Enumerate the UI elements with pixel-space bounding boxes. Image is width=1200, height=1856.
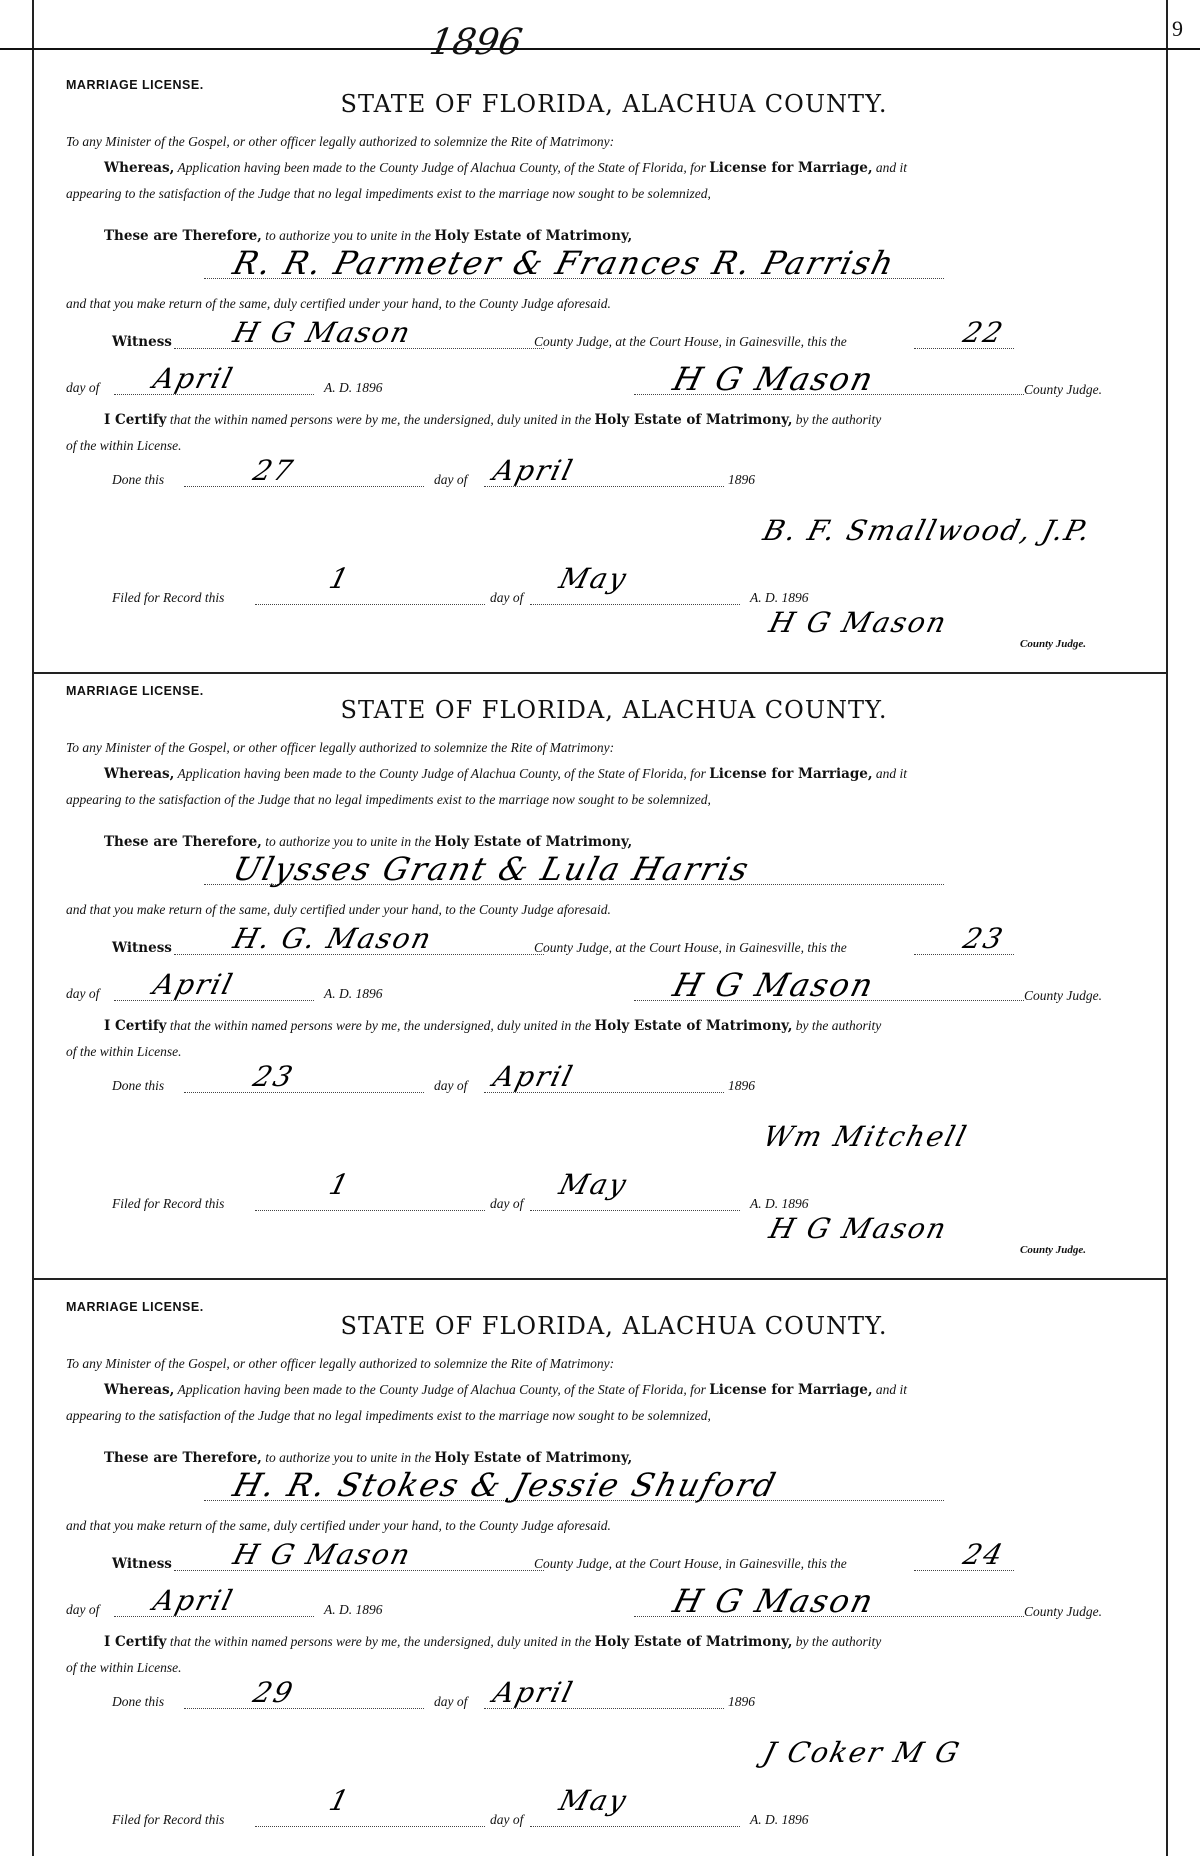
county-judge-court-text: County Judge, at the Court House, in Gainesville, this the: [534, 1556, 847, 1571]
marriage-license-2: [34, 606, 1164, 1206]
done-day-of-label: day of: [434, 472, 468, 487]
state-title: STATE OF FLORIDA, ALACHUA COUNTY.: [340, 1312, 888, 1340]
done-year-digit: 6: [748, 1078, 755, 1093]
whereas-text: Application having been made to the County Judge of Alachua County, of the State of Florida, for: [174, 1382, 710, 1397]
issue-year-digit: 6: [375, 986, 383, 1001]
whereas-end: and it: [872, 1382, 908, 1397]
i-certify: I Certify: [104, 1634, 167, 1650]
filed-day: 1: [325, 1784, 354, 1817]
minister-line: To any Minister of the Gospel, or other officer legally authorized to solemnize the Rite of Matrimony:: [66, 740, 615, 755]
county-judge-label: County Judge.: [1024, 1604, 1102, 1619]
judge-signature: H G Mason: [669, 360, 879, 398]
ad-label: A. D. 189: [324, 1602, 376, 1617]
county-judge-small-label: County Judge.: [1020, 1244, 1087, 1256]
authorize-text: to authorize you to unite in the: [261, 834, 435, 849]
filed-for-record-label: Filed for Record this: [112, 1196, 225, 1211]
these-are-therefore: These are Therefore,: [104, 834, 262, 850]
witness-label: Witness: [112, 1556, 172, 1572]
within-license-line: of the within License.: [66, 438, 182, 453]
done-this-label: Done this: [112, 472, 165, 487]
done-year-digit: 6: [748, 472, 755, 487]
these-are-therefore-line: [104, 1450, 632, 1466]
minister-line: To any Minister of the Gospel, or other officer legally authorized to solemnize the Rite of Matrimony:: [66, 1356, 615, 1371]
certify-text: that the within named persons were by me, the undersigned, duly united in the: [166, 1634, 595, 1649]
license-for-marriage: License for Marriage,: [709, 160, 873, 176]
within-license-line: of the within License.: [66, 1044, 182, 1059]
by-authority: by the authority: [792, 1018, 882, 1033]
done-day: 23: [249, 1060, 298, 1093]
filed-judge-signature: H G Mason: [765, 606, 952, 639]
i-certify: I Certify: [104, 1018, 167, 1034]
party-names: Ulysses Grant & Lula Harris: [229, 850, 755, 888]
officiant-signature: Wm Mitchell: [759, 1120, 972, 1153]
officiant-signature: B. F. Smallwood, J.P.: [759, 514, 1096, 547]
day-of-label: day of: [66, 986, 100, 1001]
officiant-signature: J Coker M G: [759, 1736, 965, 1769]
filed-year: [750, 1196, 809, 1212]
whereas-word: Whereas,: [104, 1382, 175, 1398]
county-judge-court-text: County Judge, at the Court House, in Gainesville, this the: [534, 334, 847, 349]
holy-estate: Holy Estate of Matrimony,: [434, 1450, 633, 1466]
done-year-digit: 6: [748, 1694, 755, 1709]
issue-year: [324, 1602, 383, 1618]
done-year-prefix: 189: [728, 1078, 749, 1093]
day-of-label: day of: [66, 380, 100, 395]
page-number: 9: [1172, 16, 1183, 41]
appearing-line: appearing to the satisfaction of the Judge that no legal impediments exist to the marriage now sought to be solemnized,: [66, 792, 711, 807]
done-day-line: [184, 1092, 424, 1093]
ad-label: A. D. 189: [324, 986, 376, 1001]
state-title: STATE OF FLORIDA, ALACHUA COUNTY.: [340, 90, 888, 118]
filed-day: 1: [325, 562, 354, 595]
return-line: and that you make return of the same, duly certified under your hand, to the County Judge aforesaid.: [66, 1518, 611, 1533]
filed-ad-label: A. D. 189: [750, 590, 802, 605]
done-year-prefix: 189: [728, 472, 749, 487]
holy-estate: Holy Estate of Matrimony,: [434, 228, 633, 244]
filed-year: [750, 590, 809, 606]
done-day: 27: [249, 454, 298, 487]
marriage-license-1: [34, 0, 1164, 600]
filed-day-of-label: day of: [490, 1812, 524, 1827]
filed-month-line: [530, 1210, 740, 1211]
done-year-prefix: 189: [728, 1694, 749, 1709]
filed-day-of-label: day of: [490, 1196, 524, 1211]
county-judge-label: County Judge.: [1024, 382, 1102, 397]
done-year: [728, 1694, 755, 1710]
witness-label: Witness: [112, 334, 172, 350]
marriage-license-label: MARRIAGE LICENSE.: [66, 78, 204, 92]
witness-judge-name: H. G. Mason: [229, 922, 437, 955]
license-for-marriage: License for Marriage,: [709, 1382, 873, 1398]
whereas-text: Application having been made to the County Judge of Alachua County, of the State of Florida, for: [174, 766, 710, 781]
marriage-license-3: [34, 1222, 1164, 1822]
filed-month: May: [555, 1168, 632, 1201]
whereas-text: Application having been made to the County Judge of Alachua County, of the State of Florida, for: [174, 160, 710, 175]
whereas-end: and it: [872, 160, 908, 175]
issue-day: 24: [959, 1538, 1008, 1571]
issue-day: 22: [959, 316, 1008, 349]
issue-day: 23: [959, 922, 1008, 955]
witness-judge-name: H G Mason: [229, 1538, 416, 1571]
holy-estate: Holy Estate of Matrimony,: [434, 834, 633, 850]
county-judge-court-text: County Judge, at the Court House, in Gainesville, this the: [534, 940, 847, 955]
whereas-word: Whereas,: [104, 766, 175, 782]
holy-estate: Holy Estate of Matrimony,: [594, 412, 793, 428]
whereas-end: and it: [872, 766, 908, 781]
issue-month: April: [149, 362, 238, 395]
filed-year-digit: 6: [801, 1812, 809, 1827]
page-year-handwritten: 1896: [426, 22, 526, 63]
whereas-line: [104, 1382, 907, 1398]
whereas-line: [104, 160, 907, 176]
issue-month: April: [149, 968, 238, 1001]
filed-year-digit: 6: [801, 1196, 809, 1211]
filed-for-record-label: Filed for Record this: [112, 1812, 225, 1827]
return-line: and that you make return of the same, duly certified under your hand, to the County Judge aforesaid.: [66, 296, 611, 311]
done-year: [728, 472, 755, 488]
filed-day: 1: [325, 1168, 354, 1201]
whereas-word: Whereas,: [104, 160, 175, 176]
judge-signature: H G Mason: [669, 1582, 879, 1620]
filed-year: [750, 1812, 809, 1828]
certify-line: [104, 1634, 881, 1650]
done-this-label: Done this: [112, 1694, 165, 1709]
done-month: April: [489, 1676, 578, 1709]
issue-year-digit: 6: [375, 380, 383, 395]
page-right-rule: [1166, 0, 1168, 1856]
done-day-of-label: day of: [434, 1078, 468, 1093]
authorize-text: to authorize you to unite in the: [261, 228, 435, 243]
i-certify: I Certify: [104, 412, 167, 428]
by-authority: by the authority: [792, 1634, 882, 1649]
filed-for-record-label: Filed for Record this: [112, 590, 225, 605]
ad-label: A. D. 189: [324, 380, 376, 395]
done-day-of-label: day of: [434, 1694, 468, 1709]
filed-day-of-label: day of: [490, 590, 524, 605]
done-day: 29: [249, 1676, 298, 1709]
filed-month: May: [555, 1784, 632, 1817]
done-this-label: Done this: [112, 1078, 165, 1093]
holy-estate: Holy Estate of Matrimony,: [594, 1634, 793, 1650]
filed-ad-label: A. D. 189: [750, 1812, 802, 1827]
done-month: April: [489, 1060, 578, 1093]
filed-day-line: [255, 1826, 485, 1827]
witness-label: Witness: [112, 940, 172, 956]
filed-ad-label: A. D. 189: [750, 1196, 802, 1211]
issue-year: [324, 986, 383, 1002]
certify-text: that the within named persons were by me, the undersigned, duly united in the: [166, 412, 595, 427]
done-month: April: [489, 454, 578, 487]
county-judge-label: County Judge.: [1024, 988, 1102, 1003]
done-day-line: [184, 1708, 424, 1709]
witness-judge-name: H G Mason: [229, 316, 416, 349]
whereas-line: [104, 766, 907, 782]
minister-line: To any Minister of the Gospel, or other officer legally authorized to solemnize the Rite of Matrimony:: [66, 134, 615, 149]
filed-year-digit: 6: [801, 590, 809, 605]
appearing-line: appearing to the satisfaction of the Judge that no legal impediments exist to the marriage now sought to be solemnized,: [66, 186, 711, 201]
done-day-line: [184, 486, 424, 487]
marriage-license-label: MARRIAGE LICENSE.: [66, 684, 204, 698]
party-names: R. R. Parmeter & Frances R. Parrish: [229, 244, 900, 282]
filed-month: May: [555, 562, 632, 595]
filed-month-line: [530, 1826, 740, 1827]
issue-month: April: [149, 1584, 238, 1617]
party-names: H. R. Stokes & Jessie Shuford: [229, 1466, 782, 1504]
certify-line: [104, 412, 881, 428]
license-for-marriage: License for Marriage,: [709, 766, 873, 782]
done-year: [728, 1078, 755, 1094]
certify-line: [104, 1018, 881, 1034]
day-of-label: day of: [66, 1602, 100, 1617]
filed-day-line: [255, 1210, 485, 1211]
these-are-therefore-line: [104, 834, 632, 850]
marriage-license-label: MARRIAGE LICENSE.: [66, 1300, 204, 1314]
these-are-therefore: These are Therefore,: [104, 1450, 262, 1466]
county-judge-small-label: County Judge.: [1020, 638, 1087, 650]
these-are-therefore: These are Therefore,: [104, 228, 262, 244]
filed-day-line: [255, 604, 485, 605]
issue-year-digit: 6: [375, 1602, 383, 1617]
state-title: STATE OF FLORIDA, ALACHUA COUNTY.: [340, 696, 888, 724]
within-license-line: of the within License.: [66, 1660, 182, 1675]
certify-text: that the within named persons were by me, the undersigned, duly united in the: [166, 1018, 595, 1033]
issue-year: [324, 380, 383, 396]
return-line: and that you make return of the same, duly certified under your hand, to the County Judge aforesaid.: [66, 902, 611, 917]
appearing-line: appearing to the satisfaction of the Judge that no legal impediments exist to the marriage now sought to be solemnized,: [66, 1408, 711, 1423]
authorize-text: to authorize you to unite in the: [261, 1450, 435, 1465]
filed-month-line: [530, 604, 740, 605]
by-authority: by the authority: [792, 412, 882, 427]
filed-judge-signature: H G Mason: [765, 1212, 952, 1245]
these-are-therefore-line: [104, 228, 632, 244]
holy-estate: Holy Estate of Matrimony,: [594, 1018, 793, 1034]
judge-signature: H G Mason: [669, 966, 879, 1004]
